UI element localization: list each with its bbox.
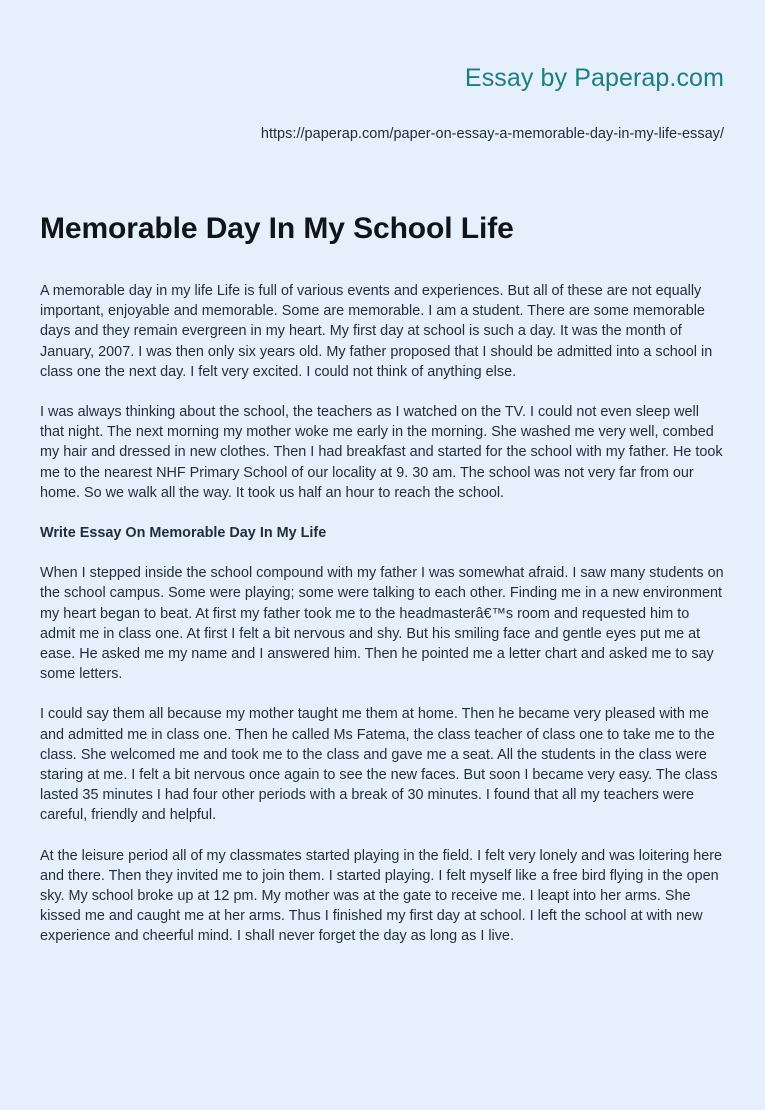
paragraph-2: I was always thinking about the school, the teachers as I watched on the TV. I could not even sleep well that night. The next morning my mother woke me early in the morning. She washed me very well, combed my hair and dressed in new clothes. Then I had breakfast and started for the school with my father. He took me to the nearest NHF Primary School of our locality at 9. 30 am. The school was not very far from our home. So we walk all the way. It took us half an hour to reach the school. [40, 404, 723, 501]
source-url[interactable]: https://paperap.com/paper-on-essay-a-memorable-day-in-my-life-essay/ [260, 126, 724, 142]
page-title: Memorable Day In My School Life [40, 212, 514, 245]
source-url-container [40, 124, 724, 144]
paragraph-1: A memorable day in my life Life is full of various events and experiences. But all of these are not equally important, enjoyable and memorable. Some are memorable. I am a student. There are some memorable days and they remain evergreen in my heart. My first day at school is such a day. It was the month of January, 2007. I was then only six years old. My father proposed that I should be admitted into a school in class one the next day. I felt very excited. I could not think of anything else. [40, 283, 713, 380]
section-subheading: Write Essay On Memorable Day In My Life [40, 525, 327, 542]
paragraph-3: When I stepped inside the school compound with my father I was somewhat afraid. I saw many students on the school campus. Some were playing; some were talking to each other. Finding me in a new environment my heart began to beat. At first my father took me to the headmasterâ€™s room and requested him to admit me in class one. At first I felt a bit nervous and shy. But his smiling face and gentle eyes put me at ease. He asked me my name and I answered him. Then he pointed me a letter chart and asked me to say some letters. [40, 565, 724, 683]
paragraph-4: I could say them all because my mother taught me them at home. Then he became very pleased with me and admitted me in class one. Then he called Ms Fatema, the class teacher of class one to take me to the class. She welcomed me and took me to the class and gave me a seat. All the students in the class were staring at me. I felt a bit nervous once again to see the new faces. But soon I became very easy. The class lasted 35 minutes I had four other periods with a break of 30 minutes. I found that all my teachers were careful, friendly and helpful. [40, 706, 718, 824]
paragraph-5: At the leisure period all of my classmates started playing in the field. I felt very lonely and was loitering here and there. Then they invited me to join them. I started playing. I felt myself like a free bird flying in the open sky. My school broke up at 12 pm. My mother was at the gate to receive me. I leapt into her arms. She kissed me and caught me at her arms. Thus I finished my first day at school. I left the school at with new experience and cheerful mind. I shall never forget the day as long as I live. [40, 847, 723, 945]
brand-header [40, 62, 724, 94]
article-body [40, 281, 724, 947]
brand-title: Essay by Paperap.com [464, 64, 724, 92]
